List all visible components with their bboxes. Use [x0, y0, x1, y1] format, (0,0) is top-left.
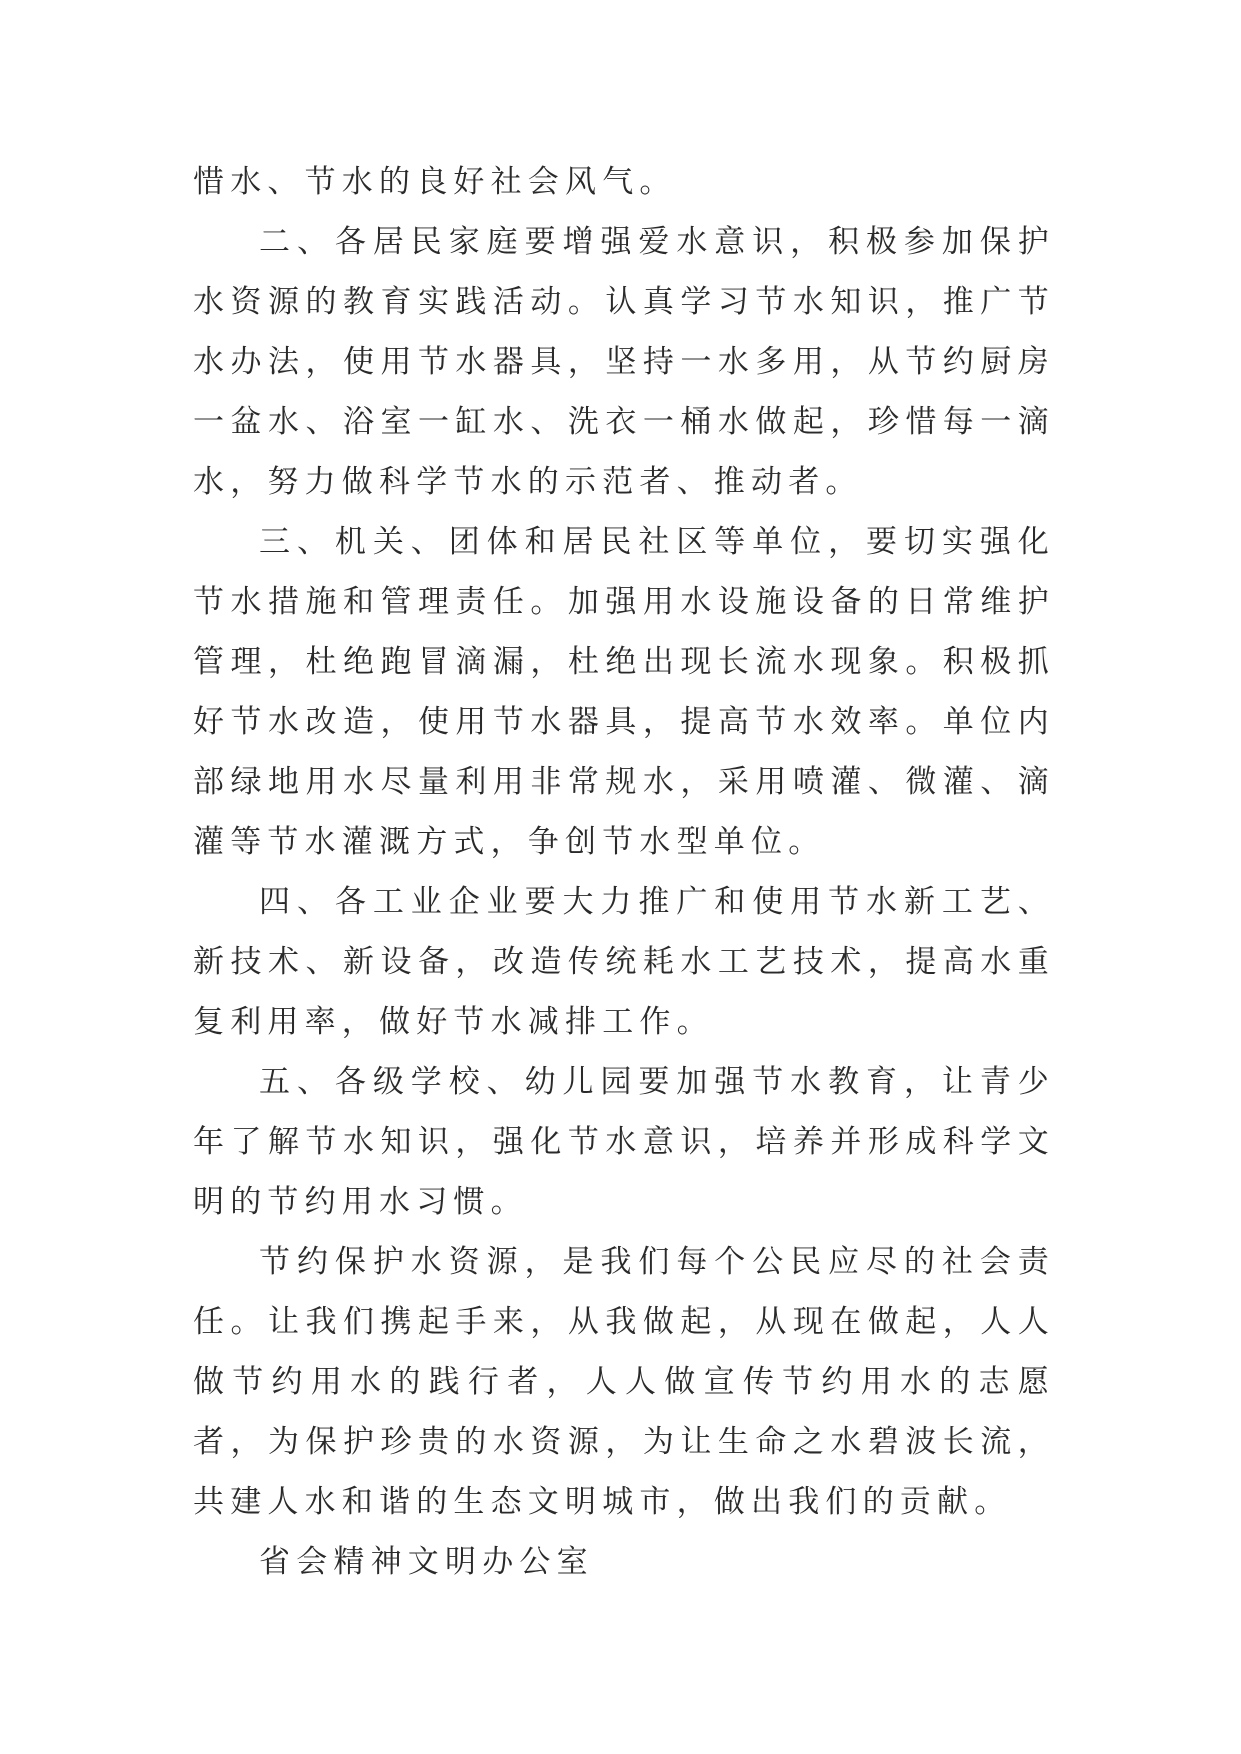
paragraph-item-2: 二、各居民家庭要增强爱水意识，积极参加保护水资源的教育实践活动。认真学习节水知识，推广节水办法，使用节水器具，坚持一水多用，从节约厨房一盆水、浴室一缸水、洗衣一桶水做起，珍惜每一滴水，努力做科学节水的示范者、推动者。 — [193, 224, 1055, 500]
signature: 省会精神文明办公室 — [259, 1544, 594, 1580]
paragraph-continuation: 惜水、节水的良好社会风气。 — [193, 164, 677, 200]
paragraph-item-5: 五、各级学校、幼儿园要加强节水教育，让青少年了解节水知识，强化节水意识，培养并形成科学文明的节约用水习惯。 — [193, 1064, 1055, 1220]
paragraph-item-4: 四、各工业企业要大力推广和使用节水新工艺、新技术、新设备，改造传统耗水工艺技术，提高水重复利用率，做好节水减排工作。 — [193, 884, 1055, 1040]
paragraph-closing: 节约保护水资源，是我们每个公民应尽的社会责任。让我们携起手来，从我做起，从现在做起，人人做节约用水的践行者，人人做宣传节约用水的志愿者，为保护珍贵的水资源，为让生命之水碧波长流，共建人水和谐的生态文明城市，做出我们的贡献。 — [193, 1244, 1055, 1520]
paragraph-item-3: 三、机关、团体和居民社区等单位，要切实强化节水措施和管理责任。加强用水设施设备的日常维护管理，杜绝跑冒滴漏，杜绝出现长流水现象。积极抓好节水改造，使用节水器具，提高节水效率。单位内部绿地用水尽量利用非常规水，采用喷灌、微灌、滴灌等节水灌溉方式，争创节水型单位。 — [193, 524, 1055, 860]
document-body — [193, 152, 1055, 1592]
